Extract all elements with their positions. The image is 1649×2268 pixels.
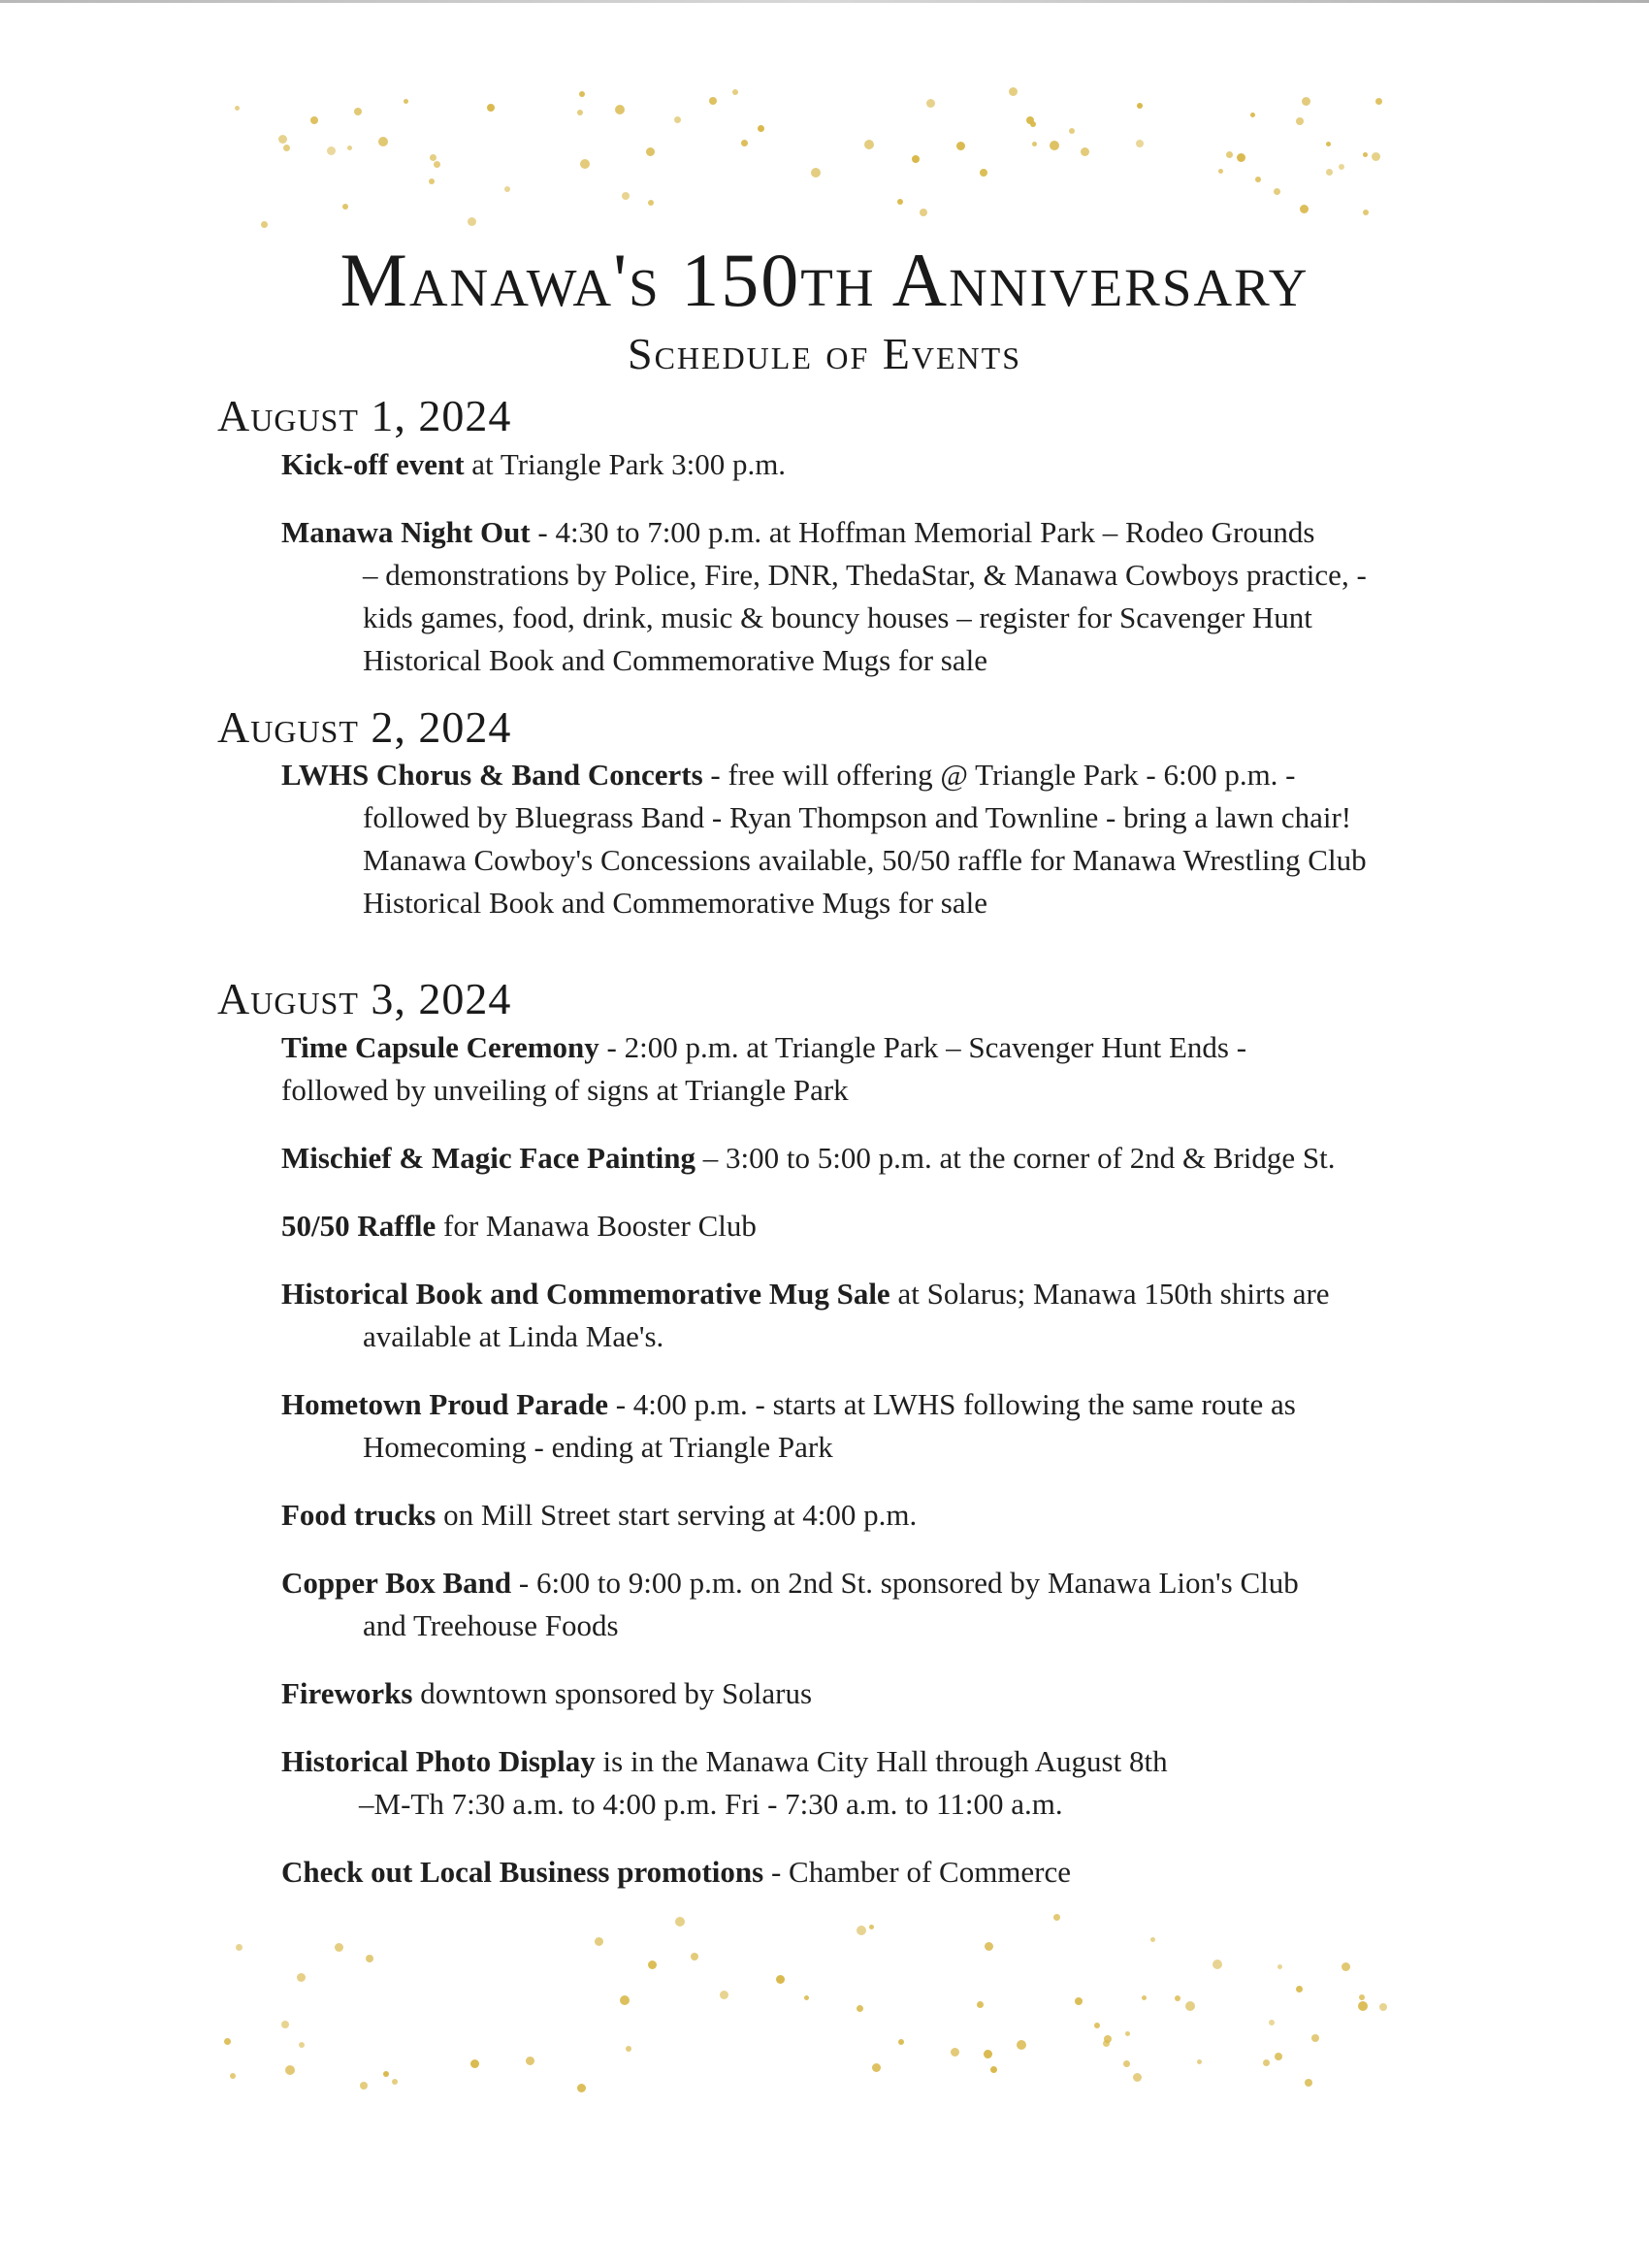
confetti-dot <box>648 1960 657 1969</box>
confetti-dot <box>675 1917 685 1927</box>
confetti-bottom <box>0 1911 1649 2095</box>
event-book-mug-sale <box>281 1273 1478 1358</box>
confetti-dot <box>283 145 290 151</box>
event-kick-off <box>281 443 1478 486</box>
confetti-dot <box>383 2071 389 2077</box>
confetti-dot <box>956 142 965 150</box>
confetti-dot <box>470 2059 479 2068</box>
confetti-dot <box>912 155 920 163</box>
event-detail: on Mill Street start serving at 4:00 p.m. <box>436 1497 918 1532</box>
event-line: –M-Th 7:30 a.m. to 4:00 p.m. Fri - 7:30 a.m. to 11:00 a.m. <box>359 1786 1063 1821</box>
confetti-dot <box>366 1955 373 1962</box>
event-name: Historical Photo Display <box>281 1743 596 1778</box>
confetti-dot <box>898 2039 904 2045</box>
confetti-dot <box>741 140 748 146</box>
day-august-3 <box>217 975 1478 1894</box>
event-manawa-night-out <box>281 511 1478 682</box>
confetti-dot <box>526 2057 534 2065</box>
confetti-dot <box>990 2066 997 2073</box>
confetti-dot <box>224 2038 231 2045</box>
confetti-dot <box>776 1975 785 1984</box>
event-detail: is in the Manawa City Hall through August 8th <box>595 1743 1168 1778</box>
event-line: Homecoming - ending at Triangle Park <box>363 1429 833 1464</box>
confetti-dot <box>1326 169 1333 176</box>
confetti-dot <box>897 199 903 205</box>
confetti-dot <box>429 178 435 184</box>
page-subtitle: Schedule of Events <box>627 329 1021 378</box>
confetti-dot <box>1339 164 1344 170</box>
event-name: Check out Local Business promotions <box>281 1854 764 1889</box>
confetti-dot <box>285 2065 295 2075</box>
confetti-dot <box>1237 153 1245 162</box>
event-face-painting <box>281 1137 1478 1180</box>
confetti-dot <box>1263 2059 1270 2066</box>
confetti-dot <box>299 2042 305 2048</box>
confetti-dot <box>620 1995 630 2005</box>
confetti-dot <box>857 2005 863 2012</box>
confetti-dot <box>577 110 583 115</box>
confetti-dot <box>977 2001 984 2008</box>
confetti-dot <box>1053 1914 1060 1921</box>
confetti-dot <box>1150 1937 1155 1942</box>
confetti-dot <box>615 105 625 114</box>
event-line: followed by Bluegrass Band - Ryan Thompson and Townline - bring a lawn chair! <box>363 800 1352 835</box>
confetti-dot <box>1359 1994 1365 2000</box>
confetti-dot <box>984 2050 992 2058</box>
event-line <box>281 1740 1478 1783</box>
confetti-dot <box>236 1944 242 1951</box>
confetti-dot <box>430 154 436 161</box>
event-line: Historical Book and Commemorative Mugs for sale <box>363 886 987 921</box>
confetti-dot <box>1269 2020 1275 2025</box>
confetti-dot <box>1081 147 1089 156</box>
confetti-dot <box>1050 141 1059 150</box>
confetti-dot <box>622 192 630 200</box>
confetti-dot <box>335 1943 343 1952</box>
confetti-dot <box>281 2021 289 2028</box>
confetti-dot <box>1311 2034 1319 2042</box>
confetti-dot <box>1277 1964 1282 1969</box>
event-local-business <box>281 1851 1478 1894</box>
event-line <box>281 1672 1478 1715</box>
day-august-2 <box>217 703 1478 925</box>
confetti-dot <box>360 2082 368 2090</box>
event-name: Food trucks <box>281 1497 436 1532</box>
event-lwhs-concerts <box>281 754 1478 924</box>
event-name: Mischief & Magic Face Painting <box>281 1140 696 1175</box>
event-line <box>281 511 1478 554</box>
confetti-dot <box>1123 2060 1130 2067</box>
confetti-dot <box>1326 142 1331 146</box>
confetti-dot <box>1300 205 1309 213</box>
confetti-dot <box>235 106 240 111</box>
event-line <box>281 1205 1478 1247</box>
event-raffle <box>281 1205 1478 1247</box>
event-name: LWHS Chorus & Band Concerts <box>281 758 703 793</box>
confetti-dot <box>1296 117 1304 125</box>
confetti-dot <box>261 221 268 228</box>
confetti-dot <box>595 1937 603 1946</box>
event-name: Hometown Proud Parade <box>281 1386 608 1421</box>
event-name: Time Capsule Ceremony <box>281 1029 599 1064</box>
event-line <box>281 754 1478 796</box>
confetti-dot <box>1142 1995 1147 2000</box>
event-detail: at Triangle Park 3:00 p.m. <box>464 446 787 481</box>
confetti-dot <box>1133 2073 1142 2082</box>
confetti-dot <box>648 200 654 206</box>
confetti-dot <box>804 1995 809 2000</box>
confetti-dot <box>732 89 738 95</box>
confetti-dot <box>1375 98 1382 105</box>
confetti-dot <box>1372 152 1380 161</box>
confetti-dot <box>278 135 287 144</box>
event-line <box>281 1562 1478 1604</box>
event-line: followed by unveiling of signs at Triangle Park <box>281 1072 849 1107</box>
confetti-dot <box>720 1991 728 1999</box>
confetti-dot <box>985 1942 993 1951</box>
event-detail: - free will offering @ Triangle Park - 6:00 p.m. - <box>702 758 1296 793</box>
confetti-dot <box>1075 1997 1083 2005</box>
confetti-dot <box>1030 121 1036 127</box>
event-detail: at Solarus; Manawa 150th shirts are <box>889 1276 1330 1311</box>
confetti-dot <box>1250 113 1255 117</box>
confetti-dot <box>1379 2003 1387 2011</box>
confetti-dot <box>1255 177 1261 182</box>
confetti-dot <box>1185 2001 1195 2011</box>
event-line: available at Linda Mae's. <box>363 1318 664 1353</box>
event-fireworks <box>281 1672 1478 1715</box>
confetti-dot <box>434 161 440 168</box>
confetti-dot <box>920 209 927 216</box>
event-detail: - 2:00 p.m. at Triangle Park – Scavenger Hunt Ends - <box>598 1029 1247 1064</box>
confetti-dot <box>230 2073 236 2079</box>
event-line <box>281 1851 1478 1894</box>
event-line <box>281 1137 1478 1180</box>
confetti-dot <box>1218 169 1223 174</box>
confetti-dot <box>709 97 717 105</box>
event-name: Manawa Night Out <box>281 514 531 549</box>
confetti-dot <box>1358 2001 1368 2011</box>
event-parade <box>281 1383 1478 1469</box>
confetti-dot <box>626 2046 631 2052</box>
confetti-dot <box>811 168 821 178</box>
event-time-capsule <box>281 1026 1478 1112</box>
schedule <box>217 392 1478 1919</box>
day-heading: August 3, 2024 <box>217 974 512 1024</box>
confetti-dot <box>1342 1962 1350 1971</box>
confetti-dot <box>1363 210 1369 215</box>
event-line: – demonstrations by Police, Fire, DNR, ThedaStar, & Manawa Cowboys practice, - <box>363 557 1367 592</box>
confetti-dot <box>1296 1986 1303 1993</box>
confetti-dot <box>926 99 935 108</box>
confetti-dot <box>951 2048 959 2057</box>
confetti-dot <box>1017 2040 1026 2050</box>
confetti-dot <box>857 1926 866 1935</box>
title-block <box>0 238 1649 378</box>
confetti-dot <box>1136 140 1144 147</box>
confetti-dot <box>297 1973 306 1982</box>
confetti-dot <box>1275 2053 1282 2060</box>
event-line <box>281 1273 1478 1315</box>
confetti-dot <box>404 99 408 104</box>
event-line: Historical Book and Commemorative Mugs for sale <box>363 642 987 677</box>
event-line: Manawa Cowboy's Concessions available, 50/50 raffle for Manawa Wrestling Club <box>363 843 1367 878</box>
day-heading: August 2, 2024 <box>217 701 512 752</box>
confetti-dot <box>1305 2079 1312 2087</box>
event-name: 50/50 Raffle <box>281 1208 436 1243</box>
confetti-dot <box>504 186 510 192</box>
event-line: and Treehouse Foods <box>363 1607 619 1642</box>
confetti-dot <box>674 116 681 123</box>
confetti-dot <box>1274 188 1280 195</box>
confetti-dot <box>1094 2023 1100 2028</box>
page-title: Manawa's 150th Anniversary <box>340 238 1310 322</box>
event-detail: - 6:00 to 9:00 p.m. on 2nd St. sponsored by Manawa Lion's Club <box>511 1565 1299 1600</box>
event-copper-box-band <box>281 1562 1478 1647</box>
confetti-dot <box>342 204 348 210</box>
confetti-dot <box>354 108 362 115</box>
confetti-dot <box>579 91 585 97</box>
confetti-dot <box>487 104 495 112</box>
confetti-dot <box>1175 1995 1180 2001</box>
confetti-dot <box>378 137 388 146</box>
confetti-dot <box>1103 2040 1110 2047</box>
confetti-dot <box>468 217 476 226</box>
confetti-dot <box>1363 152 1368 157</box>
event-detail: - 4:00 p.m. - starts at LWHS following the same route as <box>607 1386 1296 1421</box>
confetti-top <box>0 87 1649 233</box>
confetti-dot <box>1302 97 1310 106</box>
confetti-dot <box>1137 103 1143 109</box>
confetti-dot <box>1125 2031 1130 2036</box>
event-detail: downtown sponsored by Solarus <box>412 1675 813 1710</box>
confetti-dot <box>980 169 987 177</box>
confetti-dot <box>392 2079 398 2085</box>
confetti-dot <box>327 146 336 155</box>
day-august-1 <box>217 392 1478 682</box>
event-photo-display <box>281 1740 1478 1826</box>
event-line: kids games, food, drink, music & bouncy houses – register for Scavenger Hunt <box>363 599 1312 634</box>
confetti-dot <box>1032 142 1037 146</box>
confetti-dot <box>872 2063 881 2072</box>
confetti-dot <box>1197 2059 1202 2064</box>
event-line <box>281 1494 1478 1537</box>
event-name: Copper Box Band <box>281 1565 512 1600</box>
confetti-dot <box>869 1925 874 1929</box>
event-detail: – 3:00 to 5:00 p.m. at the corner of 2nd & Bridge St. <box>695 1140 1336 1175</box>
event-food-trucks <box>281 1494 1478 1537</box>
confetti-dot <box>1212 1960 1222 1969</box>
confetti-dot <box>646 147 655 156</box>
confetti-dot <box>1069 128 1075 134</box>
event-line <box>281 1383 1478 1426</box>
event-detail: for Manawa Booster Club <box>436 1208 757 1243</box>
event-name: Fireworks <box>281 1675 413 1710</box>
confetti-dot <box>577 2084 586 2092</box>
confetti-dot <box>758 125 764 132</box>
event-detail: - Chamber of Commerce <box>763 1854 1072 1889</box>
event-detail: - 4:30 to 7:00 p.m. at Hoffman Memorial Park – Rodeo Grounds <box>530 514 1315 549</box>
confetti-dot <box>691 1953 698 1960</box>
event-line <box>281 1026 1478 1069</box>
event-line <box>281 443 1478 486</box>
confetti-dot <box>347 146 352 150</box>
confetti-dot <box>580 159 590 169</box>
confetti-dot <box>1226 151 1233 158</box>
confetti-dot <box>864 140 874 149</box>
event-name: Historical Book and Commemorative Mug Sale <box>281 1276 890 1311</box>
top-rule <box>0 0 1649 3</box>
event-name: Kick-off event <box>281 446 465 481</box>
day-heading: August 1, 2024 <box>217 391 512 440</box>
confetti-dot <box>1009 87 1018 96</box>
confetti-dot <box>310 116 318 124</box>
